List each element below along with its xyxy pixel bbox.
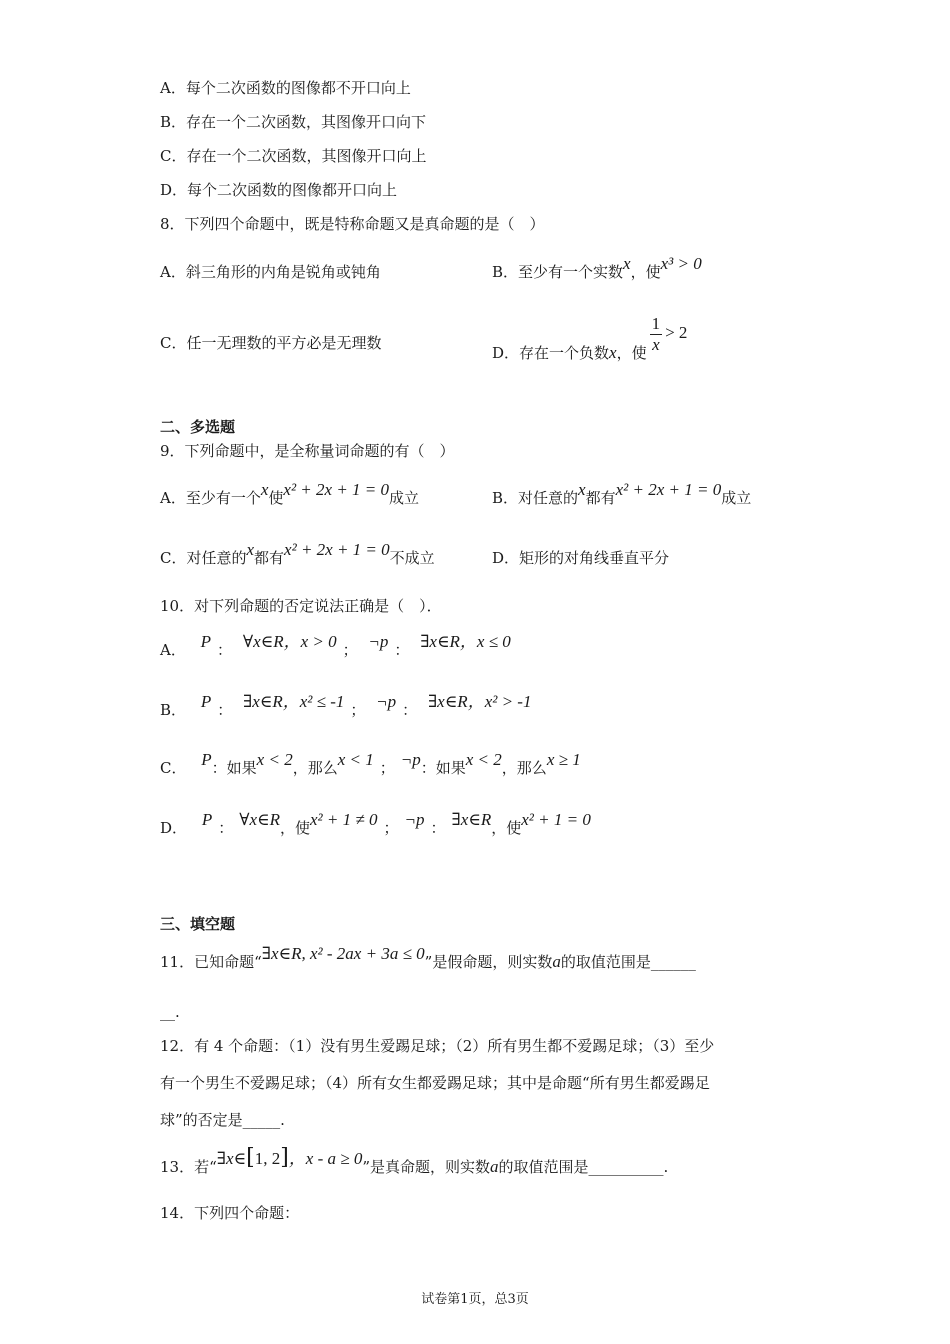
q9c-math: x² + 2x + 1 = 0 <box>284 540 390 559</box>
q9a-mid: 使 <box>268 489 284 507</box>
q10a-p: P <box>200 632 212 651</box>
q9c-suffix: 不成立 <box>389 549 435 567</box>
q9-option-b <box>492 480 752 508</box>
q10d-p: P <box>201 810 213 829</box>
q8-b-math: x³ > 0 <box>660 254 702 273</box>
q8-b-mid: ，使 <box>630 263 661 281</box>
q10b-math2: ∃x∈R，x² > -1 <box>427 692 532 711</box>
q10d-m2: x² + 1 ≠ 0 <box>310 810 378 829</box>
q10a-label: A． <box>160 641 186 659</box>
q11-line1 <box>160 944 696 972</box>
q9c-prefix: C．对任意的 <box>160 549 247 567</box>
q10c-t4: ，那么 <box>501 759 547 777</box>
q10c-t3: ：如果 <box>420 759 466 777</box>
q8-d-numerator: 1 <box>651 313 661 333</box>
q10a-notp: ¬p <box>368 632 389 651</box>
q8-option-a: A．斜三角形的内角是锐角或钝角 <box>160 263 381 281</box>
q9-option-c <box>160 540 435 568</box>
q7-option-b: B．存在一个二次函数，其图像开口向下 <box>160 113 427 131</box>
q9b-prefix: B．对任意的 <box>492 489 579 507</box>
q10-stem: 10．对下列命题的否定说法正确是（ ）． <box>160 597 442 615</box>
q13-line: 13．若“∃x∈[1, 2]，x - a ≥ 0”是真命题，则实数a的取值范围是__________. <box>160 1145 669 1176</box>
q14-stem: 14．下列四个命题： <box>160 1204 300 1222</box>
q10-option-d: D． P ： ∀x∈R，使x² + 1 ≠ 0 ； ¬p ： ∃x∈R，使x² + 1 = 0 <box>160 810 591 837</box>
q8-b-var: x <box>623 254 631 273</box>
q12-line3: 球”的否定是_____. <box>160 1111 285 1129</box>
q10d-t1: ，使 <box>280 819 311 837</box>
q11-suffix-b: 的取值范围是______ <box>560 953 696 971</box>
q10c-t1: ：如果 <box>211 759 257 777</box>
q9b-math: x² + 2x + 1 = 0 <box>615 480 722 499</box>
q11-suffix-a: ”是假命题，则实数 <box>424 953 553 971</box>
q8-d-prefix: D．存在一个负数 <box>492 344 610 362</box>
q10c-m1: x < 2 <box>256 750 293 769</box>
q7-option-c: C．存在一个二次函数，其图像开口向上 <box>160 147 427 165</box>
q9-option-a <box>160 480 420 508</box>
q8-option-b <box>492 254 702 282</box>
q9b-suffix: 成立 <box>721 489 752 507</box>
q10d-notp: ¬p <box>404 810 425 829</box>
q13-prefix: 13．若“ <box>160 1158 217 1176</box>
q13-math-b: 1, 2 <box>254 1149 281 1168</box>
q8-d-fraction <box>650 314 663 355</box>
q12-line1: 12．有 4 个命题：（1）没有男生爱踢足球；（2）所有男生都不爱踢足球；（3）至少 <box>160 1037 715 1055</box>
q10-option-a: A． P ： ∀x∈R，x > 0 ； ¬p ： ∃x∈R，x ≤ 0 <box>160 632 511 659</box>
q10d-t2: ，使 <box>491 819 522 837</box>
q8-d-denominator: x <box>652 334 660 354</box>
q8-b-prefix: B．至少有一个实数 <box>492 263 624 281</box>
q8-d-mid: ，使 <box>616 344 647 362</box>
q11-math: ∃x∈R, x² - 2ax + 3a ≤ 0 <box>261 944 425 963</box>
q11-line2: __. <box>160 1003 180 1021</box>
q13-suffix-b: 的取值范围是__________. <box>498 1158 669 1176</box>
q10c-m2: x < 1 <box>337 750 374 769</box>
q7-option-a: A．每个二次函数的图像都不开口向上 <box>160 79 411 97</box>
q10c-label: C． <box>160 759 187 777</box>
q9b-mid: 都有 <box>585 489 616 507</box>
q11-var: a <box>552 952 561 971</box>
q10-option-b: B． P ： ∃x∈R，x² ≤ -1 ； ¬p ： ∃x∈R，x² > -1 <box>160 692 532 719</box>
q10b-p: P <box>200 692 212 711</box>
q10c-t2: ，那么 <box>292 759 338 777</box>
q8-d-var: x <box>609 343 617 362</box>
q9a-suffix: 成立 <box>389 489 420 507</box>
q13-math-c: ，x - a ≥ 0 <box>288 1149 363 1168</box>
q9a-math: x² + 2x + 1 = 0 <box>283 480 390 499</box>
q11-prefix: 11．已知命题“ <box>160 953 262 971</box>
q9-option-d: D．矩形的对角线垂直平分 <box>492 549 670 567</box>
q10a-math2: ∃x∈R，x ≤ 0 <box>420 632 511 651</box>
q10b-notp: ¬p <box>376 692 397 711</box>
q10d-m4: x² + 1 = 0 <box>521 810 591 829</box>
q13-var: a <box>490 1157 499 1176</box>
q8-stem: 8．下列四个命题中，既是特称命题又是真命题的是（ ） <box>160 215 545 233</box>
q10c-m4: x ≥ 1 <box>546 750 581 769</box>
q8-option-d <box>492 312 688 362</box>
q8-option-c: C．任一无理数的平方必是无理数 <box>160 334 382 352</box>
q10d-m1: ∀x∈R <box>239 810 280 829</box>
page-footer: 试卷第1页，总3页 <box>421 1292 529 1307</box>
q9-stem: 9．下列命题中，是全称量词命题的有（ ） <box>160 442 455 460</box>
q8-d-rhs: > 2 <box>665 323 688 342</box>
q9b-var: x <box>578 480 586 499</box>
q10c-notp: ¬p <box>400 750 421 769</box>
q7-option-d: D．每个二次函数的图像都开口向上 <box>160 181 398 199</box>
q13-suffix-a: ”是真命题，则实数 <box>362 1158 491 1176</box>
q10c-p: P <box>201 750 212 769</box>
q9c-mid: 都有 <box>254 549 285 567</box>
q10c-m3: x < 2 <box>465 750 502 769</box>
section-heading-multi-choice: 二、多选题 <box>160 418 236 436</box>
section-heading-fill-blank: 三、填空题 <box>160 915 236 933</box>
q9a-prefix: A．至少有一个 <box>160 489 261 507</box>
q10b-math1: ∃x∈R，x² ≤ -1 <box>243 692 345 711</box>
q10d-label: D． <box>160 819 188 837</box>
q9a-var: x <box>260 480 269 499</box>
q10b-label: B． <box>160 701 187 719</box>
q10-option-c: C． P：如果x < 2，那么x < 1 ； ¬p：如果x < 2，那么x ≥ 1 <box>160 750 581 777</box>
q9c-var: x <box>246 540 255 559</box>
q12-line2: 有一个男生不爱踢足球；（4）所有女生都爱踢足球；其中是命题“所有男生都爱踢足 <box>160 1074 710 1092</box>
q10a-math1: ∀x∈R，x > 0 <box>242 632 337 651</box>
q13-math-a: ∃x∈ <box>216 1149 247 1168</box>
q10d-m3: ∃x∈R <box>451 810 492 829</box>
